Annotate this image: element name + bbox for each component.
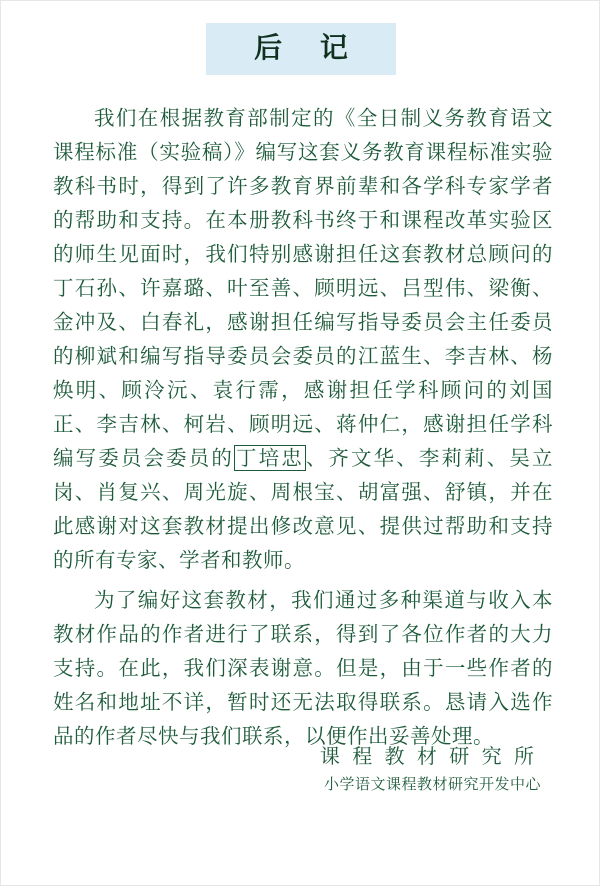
signature-department: 小学语文课程教材研究开发中心 (323, 775, 541, 793)
paragraph-2-text: 为了编好这套教材，我们通过多种渠道与收入本教材作品的作者进行了联系，得到了各位作者的大力支持。在此，我们深表谢意。但是，由于一些作者的姓名和地址不详，暂时还无法取得联系。恳请入选作品的作者尽快与我们联系，以便作出妥善处理。 (53, 588, 553, 748)
document-body (53, 101, 553, 759)
paragraph-1-boxed-name: 丁培忠 (235, 446, 304, 470)
title-highlight-box (206, 23, 396, 75)
signature-organization: 课 程 教 材 研 究 所 (319, 744, 537, 768)
page-title: 后 记 (254, 31, 362, 64)
paragraph-1-text-after: 、齐文华、李莉莉、吴立岗、肖复兴、周光旋、周根宝、胡富强、舒镇，并在此感谢对这套教材提出修改意见、提供过帮助和支持的所有专家、学者和教师。 (53, 446, 554, 572)
paragraph-2 (53, 583, 553, 753)
page-title-container (1, 23, 600, 75)
paragraph-1 (53, 101, 553, 577)
signature-block (53, 741, 553, 797)
paragraph-1-text-before: 我们在根据教育部制定的《全日制义务教育语文课程标准（实验稿）》编写这套义务教育课程标准实验教科书时，得到了许多教育界前辈和各学科专家学者的帮助和支持。在本册教科书终于和课程改革实验区的师生见面时，我们特别感谢担任这套教材总顾问的丁石孙、许嘉璐、叶至善、顾明远、吕型伟、梁衡、金冲及、白春礼，感谢担任编写指导委员会主任委员的柳斌和编写指导委员会委员的江蓝生、李吉林、杨焕明、顾泠沅、袁行霈，感谢担任学科顾问的刘国正、李吉林、柯岩、顾明远、蒋仲仁，感谢担任学科编写委员会委员的 (53, 106, 553, 470)
